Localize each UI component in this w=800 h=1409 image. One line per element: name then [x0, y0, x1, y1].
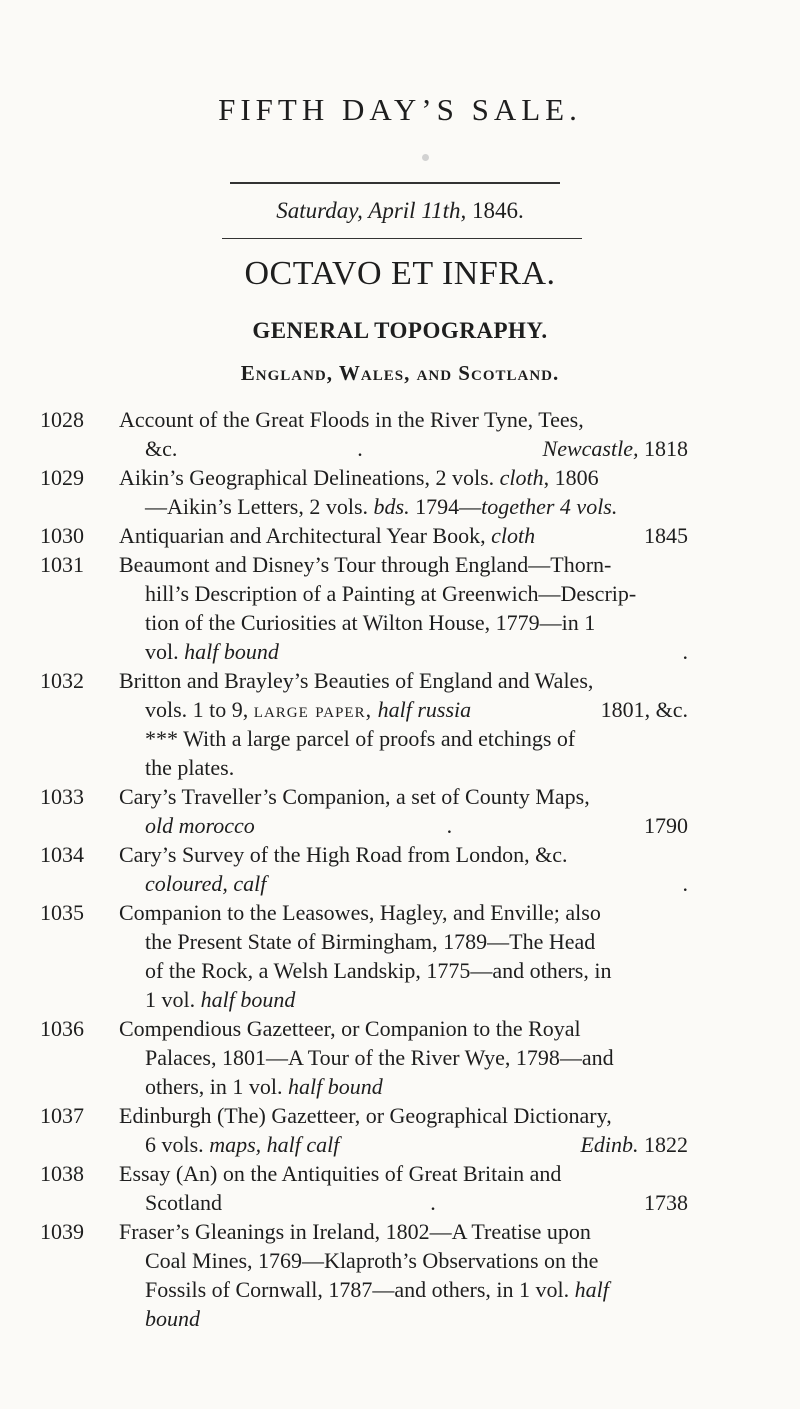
lot-line: [145, 492, 688, 521]
lot-entry: [40, 1014, 688, 1101]
lot-number: 1039: [40, 1219, 84, 1244]
lot-entry: [40, 782, 688, 840]
lot-line: [145, 724, 688, 753]
lot-text: Essay (An) on the Antiquities of Great Britain and: [119, 1161, 562, 1186]
lot-text: old morocco: [145, 813, 255, 838]
lot-line: [119, 1014, 688, 1043]
lot-text: 1738: [644, 1190, 688, 1215]
lot-description: [119, 521, 688, 550]
lot-description: [119, 898, 688, 1014]
lot-text: Account of the Great Floods in the River Tyne, Tees,: [119, 407, 584, 432]
lot-number: 1037: [40, 1103, 84, 1128]
lot-description: [119, 1217, 688, 1333]
lot-text: *** With a large parcel of proofs and etchings of: [145, 726, 576, 751]
lot-line: [145, 1043, 688, 1072]
lot-entry: [40, 1101, 688, 1159]
lot-text: Britton and Brayley’s Beauties of England and Wales,: [119, 668, 594, 693]
lot-text: 1790: [644, 813, 688, 838]
lot-text: Fossils of Cornwall, 1787—and others, in 1 vol. half: [145, 1277, 609, 1302]
lot-line: [145, 1246, 688, 1275]
lot-text: vols. 1 to 9, large paper, half russia: [145, 697, 472, 722]
lot-line: [145, 1072, 688, 1101]
section-title: OCTAVO ET INFRA.: [244, 255, 556, 292]
lot-text: 1801, &c.: [600, 697, 688, 722]
lot-description: [119, 1159, 688, 1217]
lot-text: —Aikin’s Letters, 2 vols. bds. 1794—together 4 vols.: [145, 494, 618, 519]
lot-entry: [40, 898, 688, 1014]
lot-entry: [40, 405, 688, 463]
lot-line: [145, 637, 688, 666]
ink-dot: [422, 154, 429, 161]
page-heading: FIFTH DAY’S SALE.: [218, 92, 582, 127]
lot-number: 1032: [40, 668, 84, 693]
lot-line: [145, 1304, 688, 1333]
date-day: Saturday,: [276, 198, 363, 223]
lot-line: [145, 753, 688, 782]
lot-description: [119, 840, 688, 898]
lot-text: others, in 1 vol. half bound: [145, 1074, 383, 1099]
lot-description: [119, 405, 688, 463]
lot-text: .: [682, 639, 688, 664]
lot-text: Antiquarian and Architectural Year Book, cloth: [119, 523, 536, 548]
lot-description: [119, 463, 688, 521]
lot-line: [145, 434, 688, 463]
lot-entry: [40, 550, 688, 666]
lot-text: Edinburgh (The) Gazetteer, or Geographical Dictionary,: [119, 1103, 612, 1128]
lot-text: Coal Mines, 1769—Klaproth’s Observations on the: [145, 1248, 599, 1273]
lot-text: of the Rock, a Welsh Landskip, 1775—and others, in: [145, 958, 612, 983]
lot-text: Cary’s Traveller’s Companion, a set of County Maps,: [119, 784, 590, 809]
lot-list: [40, 405, 688, 1333]
lot-number: 1030: [40, 523, 84, 548]
lot-line: [119, 666, 688, 695]
lot-line: [119, 521, 688, 550]
lot-text: &c.: [145, 436, 178, 461]
lot-line: [119, 782, 688, 811]
lot-text: Cary’s Survey of the High Road from London, &c.: [119, 842, 568, 867]
lot-line: [145, 869, 688, 898]
lot-text: 1 vol. half bound: [145, 987, 296, 1012]
lot-entry: [40, 1159, 688, 1217]
sale-date: [0, 198, 800, 224]
lot-line: [145, 695, 688, 724]
lot-text: tion of the Curiosities at Wilton House, 1779—in 1: [145, 610, 596, 635]
lot-line: [145, 811, 688, 840]
lot-line: [145, 956, 688, 985]
lot-text: hill’s Description of a Painting at Greenwich—Descrip-: [145, 581, 637, 606]
lot-text: Newcastle, 1818: [542, 436, 688, 461]
lot-line: [119, 1217, 688, 1246]
lot-line: [119, 405, 688, 434]
date-month: April: [368, 198, 416, 223]
lot-line: [119, 840, 688, 869]
lot-number: 1036: [40, 1016, 84, 1041]
date-ordinal: 11th,: [421, 198, 467, 223]
subsection-title: GENERAL TOPOGRAPHY.: [252, 318, 548, 343]
lot-text: coloured, calf: [145, 871, 267, 896]
lot-text: .: [682, 871, 688, 896]
lot-line: [119, 463, 688, 492]
lot-number: 1028: [40, 407, 84, 432]
date-year: 1846.: [472, 198, 524, 223]
lot-description: [119, 1101, 688, 1159]
lot-entry: [40, 1217, 688, 1333]
lot-entry: [40, 463, 688, 521]
lot-line: [145, 985, 688, 1014]
lot-line: [145, 579, 688, 608]
lot-text: Scotland: [145, 1190, 222, 1215]
lot-entry: [40, 521, 688, 550]
date-rule: [222, 238, 582, 239]
lot-text: Aikin’s Geographical Delineations, 2 vols. cloth, 1806: [119, 465, 599, 490]
lot-number: 1033: [40, 784, 84, 809]
lot-text: vol. half bound: [145, 639, 279, 664]
lot-number: 1035: [40, 900, 84, 925]
lot-entry: [40, 840, 688, 898]
lot-text: the plates.: [145, 755, 235, 780]
lot-line: [145, 1188, 688, 1217]
lot-text: Companion to the Leasowes, Hagley, and Enville; also: [119, 900, 601, 925]
lot-line: [145, 1130, 688, 1159]
lot-text: 6 vols. maps, half calf: [145, 1132, 340, 1157]
lot-description: [119, 782, 688, 840]
lot-text: Beaumont and Disney’s Tour through England—Thorn-: [119, 552, 612, 577]
lot-number: 1029: [40, 465, 84, 490]
lot-text: .: [446, 813, 453, 838]
region-title: England, Wales, and Scotland.: [240, 361, 560, 385]
lot-line: [145, 1275, 688, 1304]
lot-text: Edinb. 1822: [580, 1132, 688, 1157]
lot-text: .: [430, 1190, 436, 1215]
top-rule: [230, 182, 560, 184]
lot-description: [119, 666, 688, 782]
lot-entry: [40, 666, 688, 782]
lot-line: [119, 550, 688, 579]
lot-number: 1038: [40, 1161, 84, 1186]
lot-line: [119, 1101, 688, 1130]
lot-text: bound: [145, 1306, 200, 1331]
lot-text: Fraser’s Gleanings in Ireland, 1802—A Treatise upon: [119, 1219, 591, 1244]
lot-line: [119, 898, 688, 927]
lot-description: [119, 550, 688, 666]
lot-text: Palaces, 1801—A Tour of the River Wye, 1798—and: [145, 1045, 614, 1070]
lot-text: 1845: [644, 523, 688, 548]
lot-text: .: [357, 436, 363, 461]
lot-text: the Present State of Birmingham, 1789—The Head: [145, 929, 596, 954]
lot-description: [119, 1014, 688, 1101]
lot-line: [145, 927, 688, 956]
lot-text: Compendious Gazetteer, or Companion to the Royal: [119, 1016, 581, 1041]
lot-line: [145, 608, 688, 637]
lot-number: 1034: [40, 842, 84, 867]
lot-number: 1031: [40, 552, 84, 577]
lot-line: [119, 1159, 688, 1188]
